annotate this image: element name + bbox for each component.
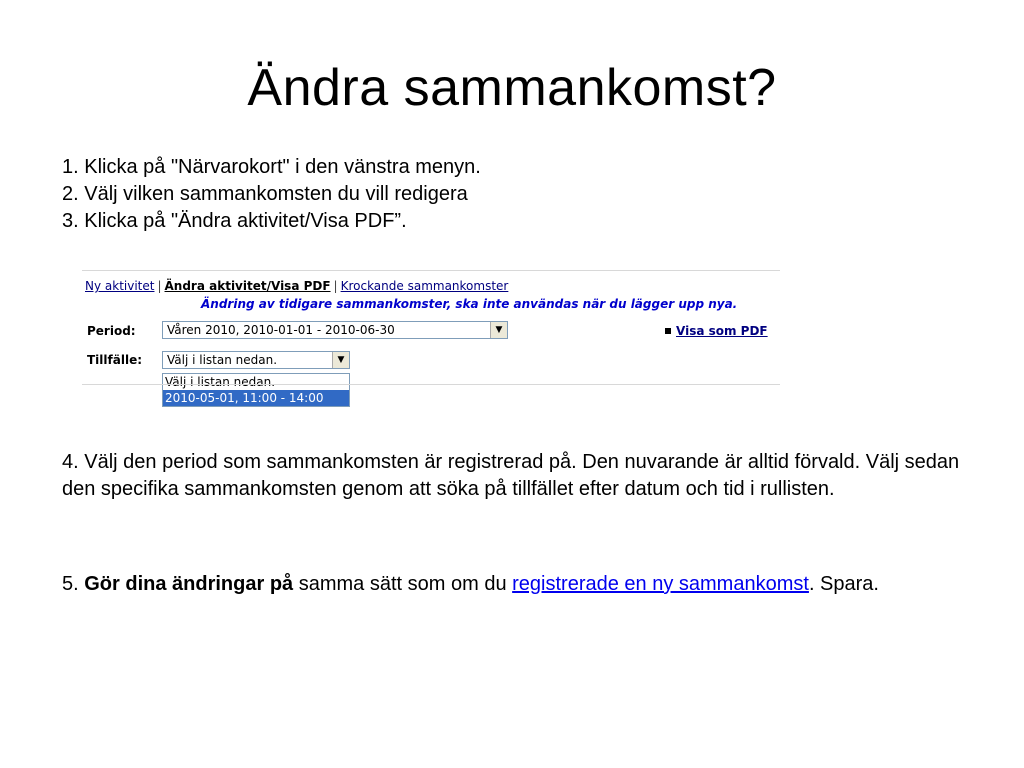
- activity-tabs: [85, 279, 508, 293]
- tillfalle-value: Välj i listan nedan.: [167, 353, 278, 367]
- tab-ny-aktivitet[interactable]: Ny aktivitet: [85, 279, 155, 293]
- dropdown-option[interactable]: Välj i listan nedan.: [165, 375, 276, 389]
- tab-separator: |: [157, 279, 162, 293]
- tillfalle-select[interactable]: [162, 351, 350, 369]
- step-3: 3. Klicka på "Ändra aktivitet/Visa PDF”.: [62, 210, 407, 232]
- period-value: Våren 2010, 2010-01-01 - 2010-06-30: [167, 323, 395, 337]
- divider: [82, 384, 780, 385]
- step-2: 2. Välj vilken sammankomsten du vill redigera: [62, 183, 468, 205]
- chevron-down-icon[interactable]: ▼: [332, 352, 349, 368]
- visa-pdf-link[interactable]: Visa som PDF: [676, 324, 768, 338]
- slide-title: Ändra sammankomst?: [247, 59, 777, 117]
- step-5-prefix: 5.: [62, 573, 85, 595]
- tab-separator: |: [333, 279, 338, 293]
- tillfalle-dropdown: [162, 373, 350, 407]
- step-1: 1. Klicka på "Närvarokort" i den vänstra menyn.: [62, 156, 481, 178]
- period-label: Period:: [87, 324, 136, 338]
- visa-pdf: [665, 324, 768, 338]
- tillfalle-label: Tillfälle:: [87, 353, 143, 367]
- step-5-bold: Gör dina ändringar på: [84, 573, 294, 595]
- instruction-steps: [62, 154, 481, 235]
- period-select[interactable]: [162, 321, 508, 339]
- registrera-link[interactable]: registrerade en ny sammankomst: [512, 573, 809, 595]
- notice-text: Ändring av tidigare sammankomster, ska inte användas när du lägger upp nya.: [201, 297, 738, 311]
- step-5-paragraph: [62, 571, 962, 598]
- embedded-screenshot: [80, 270, 780, 410]
- dropdown-option-selected[interactable]: 2010-05-01, 11:00 - 14:00: [163, 390, 349, 406]
- divider: [82, 270, 780, 271]
- step-5-middle: samma sätt som om du: [293, 573, 513, 595]
- step-4-paragraph: 4. Välj den period som sammankomsten är registrerad på. Den nuvarande är alltid förvald. Välj sedan den specifika sammankomsten genom att söka på tillfället efter datum och tid i rullisten.: [62, 451, 960, 500]
- bullet-square-icon: [665, 328, 671, 334]
- tab-krockande[interactable]: Krockande sammankomster: [340, 279, 509, 293]
- tab-andra-aktivitet[interactable]: Ändra aktivitet/Visa PDF: [164, 279, 331, 293]
- step-5-suffix: . Spara.: [808, 573, 879, 595]
- chevron-down-icon[interactable]: ▼: [490, 322, 507, 338]
